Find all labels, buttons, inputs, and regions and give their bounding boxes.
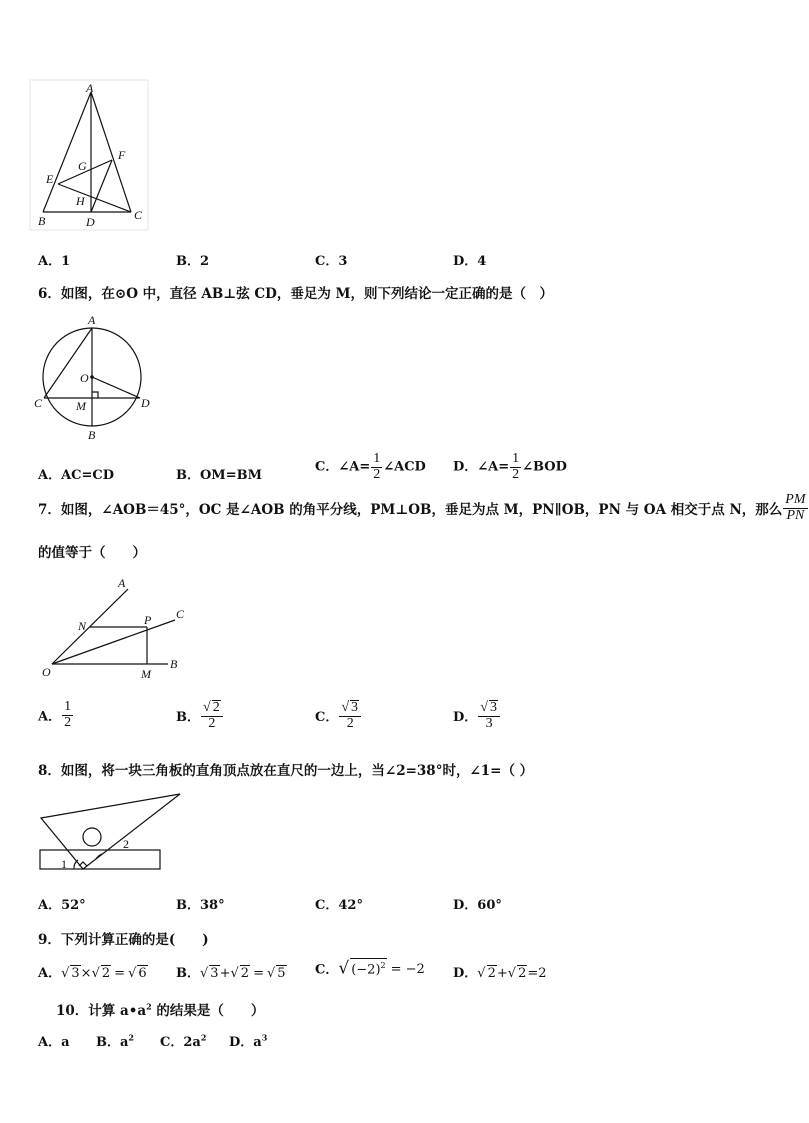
q9-stem: 9．下列计算正确的是( )	[38, 932, 209, 948]
q8-option-c[interactable]: C．42°	[315, 898, 363, 913]
q6-option-c-prefix: C．∠A=	[315, 459, 371, 475]
radicand: 3	[351, 700, 359, 715]
exponent: 3	[261, 1032, 268, 1043]
q6-option-d-suffix: ∠BOD	[522, 459, 567, 475]
c-exponent: 2	[380, 961, 386, 970]
q7-ratio-fraction	[783, 493, 807, 523]
option-label: C．	[315, 710, 339, 726]
q6-option-d-prefix: D．∠A=	[453, 459, 510, 475]
q7-label-a: A	[118, 576, 126, 590]
q7-label-b: B	[170, 657, 178, 671]
q5-label-f: F	[118, 148, 126, 162]
sqrt-sign: √	[266, 966, 276, 981]
q6-option-d[interactable]	[453, 452, 567, 482]
q6-label-d: D	[141, 396, 150, 410]
q7-option-d-fraction	[478, 700, 500, 731]
q5-label-g: G	[78, 159, 87, 173]
q10-option-a[interactable]: A．a	[38, 1035, 70, 1050]
q5-option-a[interactable]: A．1	[38, 254, 71, 269]
q5-option-b[interactable]: B．2	[176, 254, 210, 269]
q10-stem-post: 的结果是（ ）	[151, 1003, 265, 1019]
q8-ruler-triangle-figure	[36, 788, 186, 876]
q7-stem-start: 7．如图，∠AOB＝45°，OC 是∠AOB 的角平分线，PM⊥OB，垂足为点 M，PN∥OB，PN 与 OA 相交于点 N，那么	[38, 502, 783, 519]
fraction-denominator: 2	[208, 715, 216, 731]
fraction-numerator	[478, 700, 500, 717]
equals: =	[253, 966, 264, 981]
radicand: 2	[240, 966, 250, 981]
exponent: 2	[200, 1032, 207, 1043]
q7-label-m: M	[141, 667, 151, 681]
sqrt-sign: √	[341, 700, 350, 715]
q6-option-c-suffix: ∠ACD	[383, 459, 426, 475]
q9-option-b[interactable]	[176, 962, 287, 981]
q6-option-c[interactable]	[315, 452, 426, 482]
q8-option-b[interactable]: B．38°	[176, 898, 225, 913]
fraction-denominator: 2	[373, 466, 381, 482]
option-label: B．	[176, 966, 200, 981]
q5-label-e: E	[46, 172, 54, 186]
q9-option-a[interactable]	[38, 962, 148, 981]
q7-option-b[interactable]	[176, 700, 224, 731]
sqrt-sign: √	[338, 958, 350, 979]
q10-option-d[interactable]	[229, 1031, 267, 1050]
c-inner: (−2)	[351, 962, 381, 978]
q10-option-b[interactable]	[96, 1031, 134, 1050]
q7-option-d[interactable]	[453, 700, 501, 731]
sqrt-sign: √	[477, 966, 486, 981]
q7-label-p: P	[144, 613, 152, 627]
q6-option-d-fraction	[510, 452, 521, 482]
q7-option-b-fraction	[201, 700, 223, 731]
q10-stem-pre: 10．计算 a•a	[56, 1003, 147, 1019]
sqrt-sign: √	[230, 966, 239, 981]
sqrt-sign: √	[200, 966, 209, 981]
radicand: 2	[212, 700, 220, 715]
q5-label-d: D	[86, 215, 95, 229]
option-label: A．	[38, 966, 62, 981]
fraction-numerator	[201, 700, 223, 717]
q6-option-c-fraction	[371, 452, 382, 482]
q6-label-c: C	[34, 396, 43, 410]
q7-stem-end: 的值等于（ ）	[38, 545, 146, 561]
option-label: D．	[453, 966, 478, 981]
fraction-denominator: 2	[346, 715, 354, 731]
option-label: B．	[176, 710, 200, 726]
radicand	[350, 958, 386, 977]
q10-stem-exp: 2	[146, 1001, 152, 1012]
q7-label-c: C	[176, 607, 185, 621]
exponent: 2	[128, 1032, 134, 1043]
q7-label-n: N	[78, 619, 87, 633]
sqrt-sign: √	[507, 966, 517, 981]
option-label: C．	[315, 962, 339, 978]
fraction-numerator: 1	[512, 451, 520, 466]
fraction-denominator: 2	[64, 714, 72, 730]
fraction-denominator: PN	[786, 507, 805, 523]
sqrt-sign: √	[480, 700, 488, 715]
option-text: B．a	[96, 1035, 129, 1050]
q5-label-a: A	[86, 81, 94, 95]
q7-option-a[interactable]	[38, 700, 74, 730]
q6-circle-figure	[30, 312, 160, 444]
q7-option-a-fraction	[62, 700, 73, 730]
fraction-numerator: 1	[64, 699, 72, 714]
equals: = −2	[390, 962, 425, 978]
q7-angle-figure	[30, 572, 200, 684]
radicand: 3	[210, 966, 219, 981]
fraction-numerator: 1	[373, 451, 381, 466]
q6-stem: 6．如图，在⊙O 中，直径 AB⊥弦 CD，垂足为 M，则下列结论一定正确的是（ ）	[38, 286, 554, 302]
radicand: 2	[101, 966, 111, 981]
sqrt-sign: √	[91, 966, 100, 981]
fraction-denominator: 2	[512, 466, 520, 482]
fraction-denominator: 3	[485, 715, 493, 731]
q5-option-d[interactable]: D．4	[453, 254, 487, 269]
q7-label-o: O	[42, 665, 51, 679]
q9-option-d[interactable]	[453, 962, 547, 981]
radicand: 6	[138, 966, 147, 981]
q8-stem: 8．如图，将一块三角板的直角顶点放在直尺的一边上，当∠2=38°时，∠1=（ ）	[38, 763, 534, 779]
operator: +	[219, 966, 231, 981]
q10-option-c[interactable]	[160, 1031, 206, 1050]
q6-label-a: A	[88, 313, 96, 327]
sqrt-sign: √	[61, 966, 70, 981]
q8-option-d[interactable]: D．60°	[453, 898, 502, 913]
q10-stem	[56, 999, 264, 1019]
q8-option-a[interactable]: A．52°	[38, 898, 86, 913]
q6-option-a[interactable]: A．AC=CD	[38, 468, 115, 483]
q5-label-h: H	[76, 194, 85, 208]
option-text: C．2a	[160, 1035, 201, 1050]
q5-label-c: C	[134, 208, 143, 222]
operator: ×	[80, 966, 92, 981]
q7-option-c-fraction	[339, 700, 361, 731]
fraction-numerator: PM	[785, 492, 806, 507]
option-label: D．	[453, 710, 478, 726]
q5-option-c[interactable]: C．3	[315, 254, 348, 269]
fraction-numerator	[339, 700, 361, 717]
radicand: 2	[487, 966, 496, 981]
q9-option-c[interactable]	[315, 958, 425, 978]
radicand: 3	[71, 966, 80, 981]
radicand: 2	[518, 966, 527, 981]
q8-label-2: 2	[123, 837, 129, 851]
q7-option-c[interactable]	[315, 700, 362, 731]
option-label: A．	[38, 709, 62, 725]
sqrt-sign: √	[128, 966, 137, 981]
option-text: D．a	[229, 1035, 262, 1050]
q8-label-1: 1	[61, 857, 67, 871]
q6-label-o: O	[80, 371, 89, 385]
operator: +	[496, 966, 508, 981]
equals: =	[114, 966, 126, 981]
q6-label-m: M	[76, 399, 86, 413]
q5-triangle-figure	[30, 80, 160, 235]
q7-stem-line1	[38, 493, 809, 523]
q6-label-b: B	[88, 428, 96, 442]
radicand: 5	[277, 966, 286, 981]
q5-label-b: B	[38, 214, 46, 228]
sqrt-sign: √	[203, 700, 211, 715]
q6-option-b[interactable]: B．OM=BM	[176, 468, 262, 483]
radicand: 3	[489, 700, 497, 715]
equals: =2	[527, 966, 547, 981]
